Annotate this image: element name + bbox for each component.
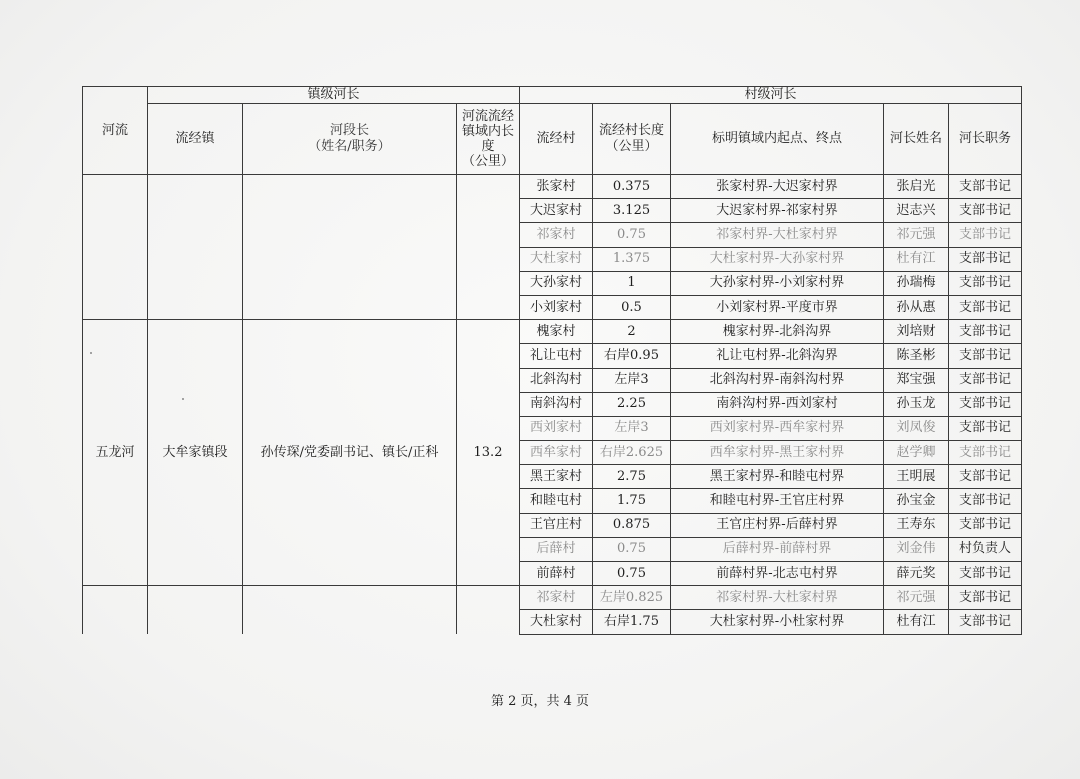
header-town-level: 镇级河长 <box>148 87 520 104</box>
scan-speck <box>90 352 92 354</box>
chief-name-cell: 祁元强 <box>884 586 949 610</box>
range-cell: 大迟家村界-祁家村界 <box>671 199 884 223</box>
village-length-cell: 0.5 <box>593 295 671 319</box>
table-row <box>83 175 1022 199</box>
town-name-cell: 大牟家镇段 <box>148 320 243 586</box>
chief-title-cell: 支部书记 <box>949 392 1022 416</box>
village-length-cell: 右岸1.75 <box>593 610 671 634</box>
chief-title-cell: 支部书记 <box>949 441 1022 465</box>
chief-title-cell: 支部书记 <box>949 199 1022 223</box>
village-length-cell: 0.875 <box>593 513 671 537</box>
chief-name-cell: 孙玉龙 <box>884 392 949 416</box>
chief-name-cell: 郑宝强 <box>884 368 949 392</box>
page-footer: 第 2 页，共 4 页 <box>490 694 590 709</box>
chief-name-cell: 陈圣彬 <box>884 344 949 368</box>
chief-title-cell: 支部书记 <box>949 586 1022 610</box>
chief-name-cell: 迟志兴 <box>884 199 949 223</box>
village-cell: 大孙家村 <box>520 271 593 295</box>
chief-name-cell: 张启光 <box>884 175 949 199</box>
village-cell: 西刘家村 <box>520 416 593 440</box>
range-cell: 礼让屯村界-北斜沟界 <box>671 344 884 368</box>
header-chief-name: 河长姓名 <box>884 104 949 175</box>
chief-title-cell: 支部书记 <box>949 416 1022 440</box>
village-length-cell: 2.75 <box>593 465 671 489</box>
chief-name-cell: 孙瑞梅 <box>884 271 949 295</box>
header-chief-title: 河长职务 <box>949 104 1022 175</box>
village-length-cell: 1.375 <box>593 247 671 271</box>
chief-title-cell: 支部书记 <box>949 610 1022 634</box>
village-length-cell: 1 <box>593 271 671 295</box>
river-chief-table <box>82 86 1022 635</box>
village-length-cell: 2 <box>593 320 671 344</box>
header-segment-chief <box>243 104 457 175</box>
scan-speck <box>182 398 184 400</box>
table-body <box>83 175 1022 635</box>
header-start-end: 标明镇域内起点、终点 <box>671 104 884 175</box>
village-cell: 黑王家村 <box>520 465 593 489</box>
chief-title-cell: 支部书记 <box>949 368 1022 392</box>
header-village: 流经村 <box>520 104 593 175</box>
chief-title-cell: 支部书记 <box>949 344 1022 368</box>
range-cell: 和睦屯村界-王官庄村界 <box>671 489 884 513</box>
range-cell: 西刘家村界-西牟家村界 <box>671 416 884 440</box>
group-bottom-length-cell <box>457 586 520 634</box>
river-length-cell: 13.2 <box>457 320 520 586</box>
range-cell: 黑王家村界-和睦屯村界 <box>671 465 884 489</box>
chief-name-cell: 王寿东 <box>884 513 949 537</box>
chief-title-cell: 支部书记 <box>949 247 1022 271</box>
river-name-cell: 五龙河 <box>83 320 148 586</box>
village-cell: 槐家村 <box>520 320 593 344</box>
chief-title-cell: 支部书记 <box>949 320 1022 344</box>
chief-name-cell: 刘金伟 <box>884 537 949 561</box>
village-cell: 南斜沟村 <box>520 392 593 416</box>
chief-name-cell: 孙宝金 <box>884 489 949 513</box>
group-bottom-river-cell <box>83 586 148 634</box>
table-row <box>83 586 1022 610</box>
group-bottom-town-cell <box>148 586 243 634</box>
chief-title-cell: 支部书记 <box>949 562 1022 586</box>
header-river: 河流 <box>83 87 148 175</box>
village-cell: 西牟家村 <box>520 441 593 465</box>
village-length-cell: 0.75 <box>593 537 671 561</box>
range-cell: 张家村界-大迟家村界 <box>671 175 884 199</box>
group-top-length-cell <box>457 175 520 320</box>
village-length-cell: 右岸0.95 <box>593 344 671 368</box>
chief-name-cell: 刘培财 <box>884 320 949 344</box>
range-cell: 祁家村界-大杜家村界 <box>671 586 884 610</box>
header-village-length-text: 流经村长度 （公里） <box>598 123 664 154</box>
range-cell: 王官庄村界-后薛村界 <box>671 513 884 537</box>
chief-name-cell: 刘凤俊 <box>884 416 949 440</box>
village-length-cell: 左岸0.825 <box>593 586 671 610</box>
group-top-town-cell <box>148 175 243 320</box>
range-cell: 祁家村界-大杜家村界 <box>671 223 884 247</box>
village-length-cell: 0.75 <box>593 223 671 247</box>
chief-name-cell: 祁元强 <box>884 223 949 247</box>
village-length-cell: 2.25 <box>593 392 671 416</box>
header-length-in-town-text: 河流流经 镇域内长 度 （公里） <box>461 109 514 169</box>
chief-title-cell: 支部书记 <box>949 489 1022 513</box>
range-cell: 大杜家村界-小杜家村界 <box>671 610 884 634</box>
chief-title-cell: 支部书记 <box>949 295 1022 319</box>
village-cell: 前薛村 <box>520 562 593 586</box>
header-length-in-town <box>457 104 520 175</box>
village-length-cell: 右岸2.625 <box>593 441 671 465</box>
village-cell: 和睦屯村 <box>520 489 593 513</box>
village-cell: 大杜家村 <box>520 610 593 634</box>
village-cell: 大杜家村 <box>520 247 593 271</box>
group-bottom-chief-cell <box>243 586 457 634</box>
village-cell: 后薛村 <box>520 537 593 561</box>
range-cell: 槐家村界-北斜沟界 <box>671 320 884 344</box>
village-length-cell: 1.75 <box>593 489 671 513</box>
range-cell: 后薛村界-前薛村界 <box>671 537 884 561</box>
village-cell: 王官庄村 <box>520 513 593 537</box>
village-length-cell: 左岸3 <box>593 368 671 392</box>
table-row <box>83 320 1022 344</box>
group-top-river-cell <box>83 175 148 320</box>
header-segment-chief-text: 河段长 （姓名/职务） <box>308 123 391 154</box>
range-cell: 大孙家村界-小刘家村界 <box>671 271 884 295</box>
header-village-level: 村级河长 <box>520 87 1022 104</box>
range-cell: 前薛村界-北志屯村界 <box>671 562 884 586</box>
village-length-cell: 0.75 <box>593 562 671 586</box>
range-cell: 小刘家村界-平度市界 <box>671 295 884 319</box>
village-cell: 北斜沟村 <box>520 368 593 392</box>
village-length-cell: 左岸3 <box>593 416 671 440</box>
range-cell: 西牟家村界-黑王家村界 <box>671 441 884 465</box>
chief-title-cell: 支部书记 <box>949 271 1022 295</box>
range-cell: 北斜沟村界-南斜沟村界 <box>671 368 884 392</box>
chief-title-cell: 村负责人 <box>949 537 1022 561</box>
segment-chief-cell: 孙传琛/党委副书记、镇长/正科 <box>243 320 457 586</box>
chief-name-cell: 杜有江 <box>884 247 949 271</box>
chief-name-cell: 孙从惠 <box>884 295 949 319</box>
chief-title-cell: 支部书记 <box>949 175 1022 199</box>
chief-title-cell: 支部书记 <box>949 223 1022 247</box>
village-cell: 大迟家村 <box>520 199 593 223</box>
chief-name-cell: 王明展 <box>884 465 949 489</box>
chief-title-cell: 支部书记 <box>949 513 1022 537</box>
village-cell: 礼让屯村 <box>520 344 593 368</box>
chief-name-cell: 薛元奖 <box>884 562 949 586</box>
village-cell: 小刘家村 <box>520 295 593 319</box>
group-top-chief-cell <box>243 175 457 320</box>
chief-name-cell: 赵学卿 <box>884 441 949 465</box>
village-cell: 祁家村 <box>520 586 593 610</box>
header-village-length <box>593 104 671 175</box>
chief-title-cell: 支部书记 <box>949 465 1022 489</box>
village-cell: 祁家村 <box>520 223 593 247</box>
range-cell: 南斜沟村界-西刘家村 <box>671 392 884 416</box>
header-town: 流经镇 <box>148 104 243 175</box>
village-cell: 张家村 <box>520 175 593 199</box>
chief-name-cell: 杜有江 <box>884 610 949 634</box>
range-cell: 大杜家村界-大孙家村界 <box>671 247 884 271</box>
village-length-cell: 0.375 <box>593 175 671 199</box>
village-length-cell: 3.125 <box>593 199 671 223</box>
